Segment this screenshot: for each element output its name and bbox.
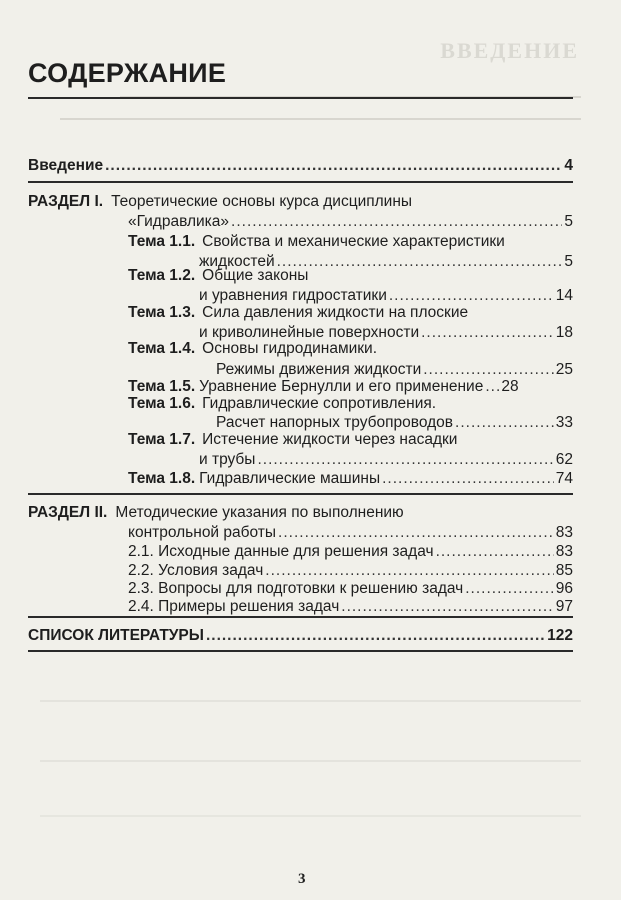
dot-leader [265,562,553,580]
toc-entry-topic-1-6[interactable] [216,414,573,432]
topic-label: Тема 1.7. [128,431,196,448]
page-title: СОДЕРЖАНИЕ [28,58,227,88]
dot-leader [341,598,553,616]
bleed-through-decoration [60,118,581,120]
divider [28,181,573,183]
toc-page-number: 28 [501,378,519,395]
section-title: Теоретические основы курса дисциплины [111,193,413,210]
dot-leader [465,580,554,598]
dot-leader [277,253,563,271]
subsection-title: 2.2. Условия задач [128,562,264,579]
topic-title: Сила давления жидкости на плоские [202,304,469,321]
topic-1-1-heading [128,233,505,251]
toc-page-number: 14 [555,287,573,304]
toc-entry-topic-1-4[interactable] [216,361,573,379]
topic-title-continued: жидкостей [199,253,275,270]
topic-1-4-heading [128,340,377,358]
topic-1-2-heading [128,267,308,285]
section-label: РАЗДЕЛ I. [28,193,104,210]
toc-entry-topic-1-7[interactable] [199,451,573,469]
toc-entry-section2[interactable] [128,524,573,542]
topic-1-3-heading [128,304,468,322]
topic-title-continued: и уравнения гидростатики [199,287,387,304]
topic-1-7-heading [128,431,457,449]
toc-entry-references[interactable] [28,627,573,645]
topic-title: Основы гидродинамики. [202,340,378,357]
toc-entry-introduction[interactable] [28,157,573,175]
dot-leader [436,543,554,561]
dot-leader [278,524,554,542]
toc-page-number: 25 [555,361,573,378]
divider [28,493,573,495]
topic-title: Гидравлические машины [199,470,381,487]
toc-page-number: 83 [555,543,573,560]
topic-title-continued: Режимы движения жидкости [216,361,422,378]
toc-page-number: 85 [555,562,573,579]
toc-page-number: 83 [555,524,573,541]
toc-page-number: 33 [555,414,573,431]
toc-page-number: 4 [564,157,573,174]
topic-label: Тема 1.6. [128,395,196,412]
topic-title: Свойства и механические характеристики [202,233,505,250]
toc-entry-label: СПИСОК ЛИТЕРАТУРЫ [28,627,204,644]
title-underline [28,97,573,99]
topic-title-continued: и криволинейные поверхности [199,324,420,341]
bleed-through-decoration [40,700,581,702]
toc-page-number: 5 [564,253,573,270]
dot-leader [382,470,554,488]
topic-1-6-heading [128,395,436,413]
section-title: Методические указания по выполнению [115,504,404,521]
dot-leader [423,361,554,379]
topic-label: Тема 1.5. [128,378,196,395]
dot-leader [231,213,562,231]
bleed-through-decoration: ВВЕДЕНИЕ [440,38,579,63]
toc-page-number: 74 [555,470,573,487]
topic-title-continued: Расчет напорных трубопроводов [216,414,454,431]
topic-label: Тема 1.4. [128,340,196,357]
topic-title: Уравнение Бернулли и его применение [199,378,484,395]
toc-entry-2-4[interactable] [128,598,573,616]
toc-entry-2-2[interactable] [128,562,573,580]
topic-label: Тема 1.3. [128,304,196,321]
toc-entry-topic-1-5[interactable] [128,378,573,396]
dot-leader [455,414,554,432]
divider [28,650,573,652]
section-title-continued: «Гидравлика» [128,213,230,230]
dot-leader [105,157,562,175]
page-number: 3 [298,871,306,887]
topic-label: Тема 1.2. [128,267,196,284]
toc-page-number: 122 [547,627,573,644]
section-label: РАЗДЕЛ II. [28,504,108,521]
dot-leader [389,287,554,305]
subsection-title: 2.1. Исходные данные для решения задач [128,543,434,560]
topic-title: Общие законы [202,267,309,284]
divider [28,616,573,618]
subsection-title: 2.3. Вопросы для подготовки к решению задач [128,580,464,597]
subsection-title: 2.4. Примеры решения задач [128,598,340,615]
toc-entry-topic-1-8[interactable] [128,470,573,488]
dot-leader [485,378,499,396]
bleed-through-decoration [40,760,581,762]
dot-leader [206,627,545,645]
toc-page-number: 62 [555,451,573,468]
bleed-through-decoration [40,815,581,817]
toc-page-number: 18 [555,324,573,341]
toc-entry-topic-1-2[interactable] [199,287,573,305]
toc-page-number: 96 [555,580,573,597]
dot-leader [421,324,554,342]
toc-entry-label: Введение [28,157,104,174]
dot-leader [257,451,553,469]
toc-page-number: 5 [564,213,573,230]
section2-heading [28,504,404,522]
topic-title: Истечение жидкости через насадки [202,431,458,448]
section1-heading [28,193,412,211]
topic-label: Тема 1.8. [128,470,196,487]
topic-label: Тема 1.1. [128,233,196,250]
toc-entry-section1[interactable] [128,213,573,231]
topic-title-continued: и трубы [199,451,256,468]
toc-entry-2-1[interactable] [128,543,573,561]
topic-title: Гидравлические сопротивления. [202,395,437,412]
toc-entry-2-3[interactable] [128,580,573,598]
section-title-continued: контрольной работы [128,524,277,541]
toc-page-number: 97 [555,598,573,615]
